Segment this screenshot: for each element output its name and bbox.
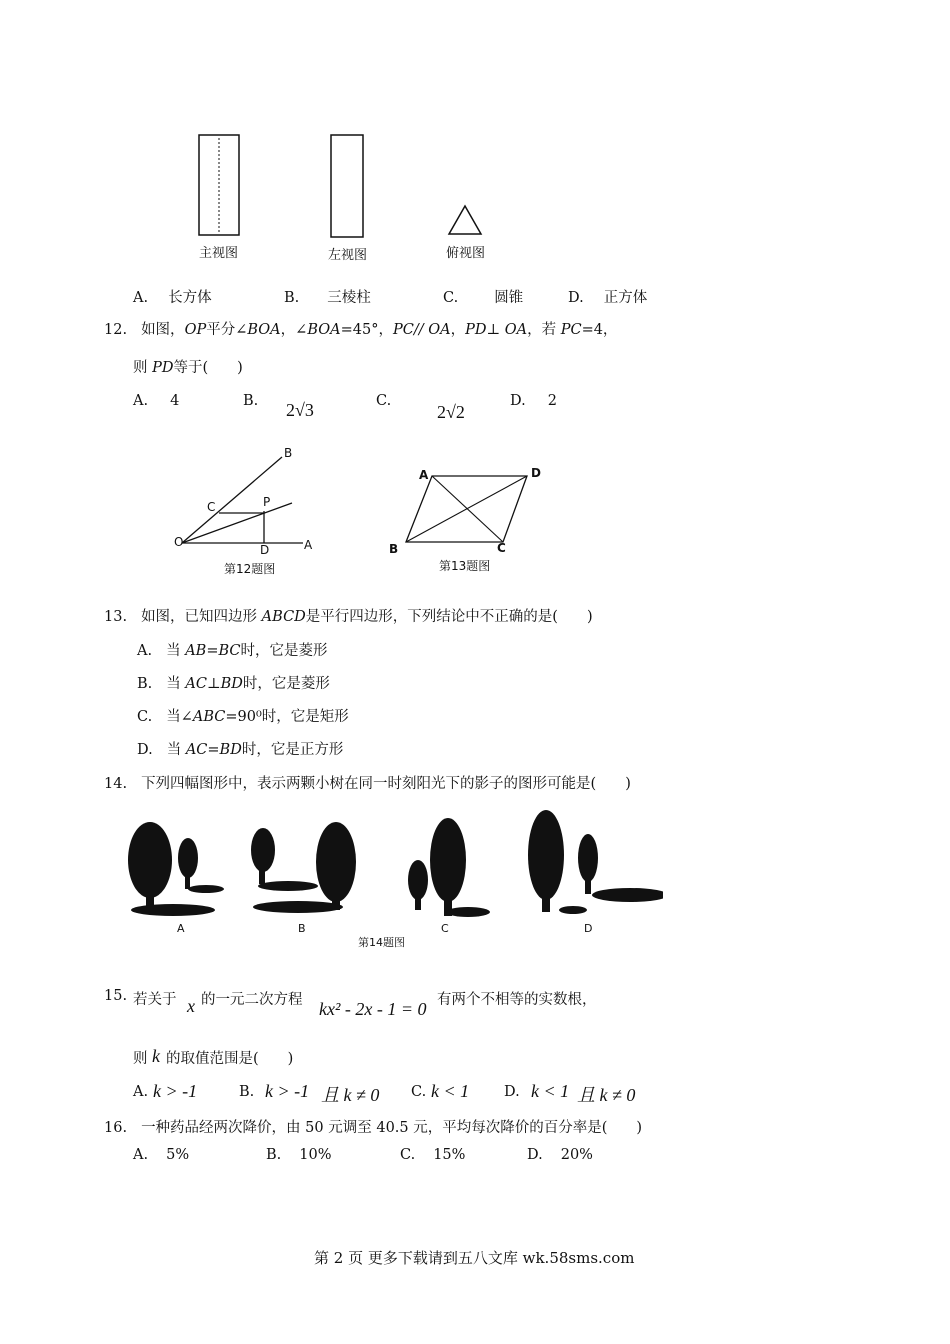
q15-stem-a: 若关于: [133, 992, 177, 1008]
q14-caption: 第14题图: [358, 936, 405, 949]
q15-option-d-extra: 且 k ≠ 0: [577, 1085, 636, 1105]
q12-caption: 第12题图: [224, 562, 276, 576]
q13-label-a: A: [419, 468, 429, 482]
q12-stem-line1: 12. 如图，OP平分∠BOA，∠BOA=45°，PC// OA，PD⊥ OA，若 PC=4，: [104, 322, 618, 338]
q13-option-d: D. 当 AC=BD时，它是正方形: [137, 742, 344, 758]
q12-option-b-value: 2√3: [286, 400, 314, 420]
q13-label-d: D: [531, 466, 541, 480]
q13-caption: 第13题图: [439, 559, 491, 573]
q14-stem: 14. 下列四幅图形中，表示两颗小树在同一时刻阳光下的影子的图形可能是( ): [104, 776, 631, 792]
q12-stem-line2: 则 PD等于( ): [133, 360, 243, 376]
page-footer: 第 2 页 更多下载请到五八文库 wk.58sms.com: [314, 1249, 635, 1267]
q15-var-x: x: [187, 996, 195, 1016]
panel-c-trees: [408, 818, 490, 917]
top-view-triangle: [449, 206, 481, 234]
top-view-label: 俯视图: [446, 246, 486, 261]
q13-option-a: A. 当 AB=BC时，它是菱形: [137, 643, 328, 659]
q13-option-b: B. 当 AC⊥BD时，它是菱形: [137, 676, 330, 692]
q16-stem: 16. 一种药品经两次降价，由 50 元调至 40.5 元，平均每次降价的百分率是( ): [104, 1120, 643, 1136]
q15-stem-c: 有两个不相等的实数根，: [437, 992, 597, 1008]
q12-option-d: D. 2: [510, 393, 557, 409]
q15-number: 15.: [104, 988, 128, 1004]
q16-option-a: A. 5%: [133, 1147, 190, 1163]
q13-label-b: B: [389, 542, 399, 556]
front-view-label: 主视图: [199, 246, 239, 261]
q12-label-c: C: [207, 500, 216, 514]
q14-letter-b: B: [298, 922, 306, 935]
q12-label-p: P: [263, 495, 271, 509]
q12-label-d: D: [260, 543, 270, 557]
q12-label-a: A: [304, 538, 313, 552]
q15-option-d-expr: k < 1: [531, 1081, 570, 1101]
q12-label-b: B: [284, 446, 293, 460]
q15-option-b-expr: k > -1: [265, 1081, 310, 1101]
panel-d-trees: [528, 810, 663, 914]
q12-figure: [170, 445, 320, 560]
q15-option-b-letter: B.: [239, 1084, 255, 1100]
q11-option-a: A. 长方体: [133, 290, 212, 306]
q12-option-b-letter: B.: [243, 393, 259, 409]
q15-equation: kx² - 2x - 1 = 0: [319, 999, 427, 1019]
q15-stem-b: 的一元二次方程: [201, 992, 303, 1008]
q12-label-o: O: [174, 535, 184, 549]
q14-letter-a: A: [177, 922, 185, 935]
q16-option-d: D. 20%: [527, 1147, 593, 1163]
q11-option-b: B. 三棱柱: [284, 290, 371, 306]
q12-option-a: A. 4: [133, 393, 180, 409]
q15-option-c-letter: C.: [411, 1084, 427, 1100]
q11-option-c: C. 圆锥: [443, 290, 524, 306]
q14-letter-c: C: [441, 922, 449, 935]
panel-a-trees: [128, 822, 224, 916]
side-view-label: 左视图: [328, 248, 368, 263]
q13-stem: 13. 如图，已知四边形 ABCD是平行四边形，下列结论中不正确的是( ): [104, 609, 593, 625]
q15-line2: 则: [133, 1051, 148, 1067]
q16-option-b: B. 10%: [266, 1147, 332, 1163]
q12-option-c-value: 2√2: [437, 402, 465, 422]
q15-option-a-expr: k > -1: [153, 1081, 198, 1101]
side-view-rect: [331, 135, 363, 237]
q15-option-a-letter: A.: [133, 1084, 149, 1100]
q14-letter-d: D: [584, 922, 593, 935]
q16-option-c: C. 15%: [400, 1147, 466, 1163]
q11-option-d: D. 正方体: [568, 290, 648, 306]
q15-option-b-extra: 且 k ≠ 0: [321, 1085, 380, 1105]
q13-option-c: C. 当∠ABC=90⁰时，它是矩形: [137, 709, 349, 725]
q12-option-c-letter: C.: [376, 393, 392, 409]
q13-label-c: C: [497, 541, 506, 555]
q15-option-c-expr: k < 1: [431, 1081, 470, 1101]
panel-b-trees: [251, 822, 356, 913]
q15-line2-b: 的取值范围是( ): [166, 1051, 294, 1067]
q14-trees-figure: [118, 800, 663, 925]
diagonal-bd: [406, 476, 527, 542]
q15-option-d-letter: D.: [504, 1084, 520, 1100]
ray-op: [182, 503, 292, 543]
q15-var-k: k: [152, 1046, 160, 1066]
q13-figure: [390, 460, 550, 555]
